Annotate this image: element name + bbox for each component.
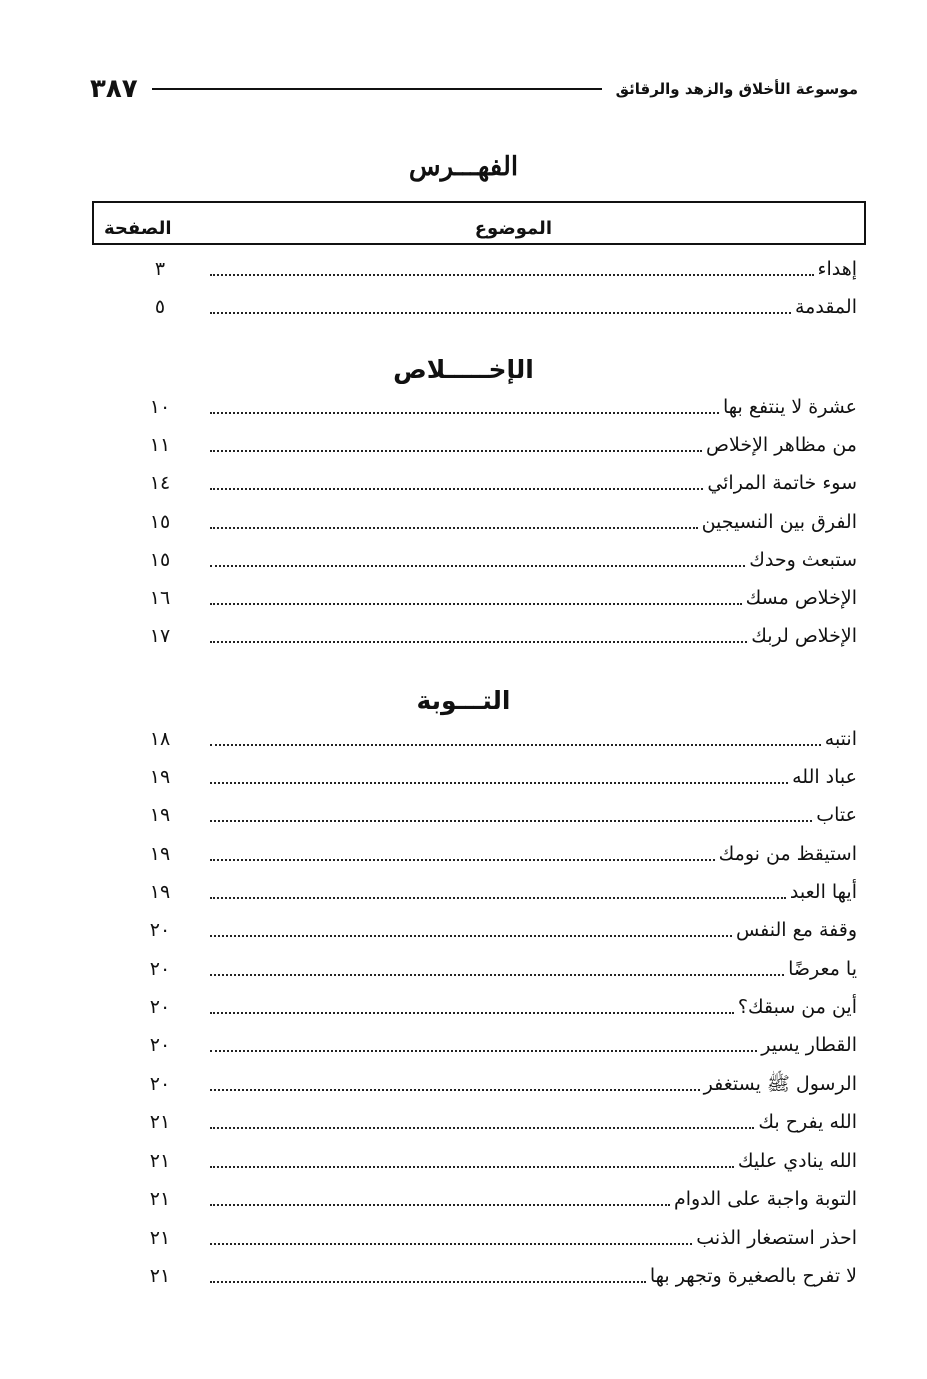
entry-page-number: ٢٠ [149,996,171,1018]
running-title: موسوعة الأخلاق والزهد والرقائق [615,80,858,98]
header-rule [152,88,602,90]
dot-leader [210,1204,670,1206]
entry-title: القطار يسير [761,1034,857,1056]
entry-title: الفرق بين النسيجين [701,511,857,533]
entry-title: عباد الله [792,766,857,788]
toc-entry[interactable] [140,1028,857,1058]
dot-leader [210,1166,734,1168]
entry-page-number: ١٨ [149,728,171,750]
dot-leader [210,782,788,784]
entry-title: إهداء [817,258,857,280]
entry-page-number: ٢٠ [149,1034,171,1056]
entry-page-number: ١٩ [149,843,171,865]
toc-entry[interactable] [140,252,857,282]
toc-entry[interactable] [140,722,857,752]
toc-entry[interactable] [140,798,857,828]
entry-title: عتاب [816,804,857,826]
toc-entry[interactable] [140,390,857,420]
column-header-box [92,201,866,245]
entry-title: استيقظ من نومك [718,843,857,865]
section-heading: الإخـــــلاص [393,355,534,384]
toc-entry[interactable] [140,952,857,982]
toc-entry[interactable] [140,1144,857,1174]
dot-leader [210,935,732,937]
entry-page-number: ١٧ [149,625,171,647]
entry-page-number: ١٥ [149,549,171,571]
entry-page-number: ٣ [154,258,166,280]
dot-leader [210,312,791,314]
entry-title: ستبعث وحدك [749,549,857,571]
entry-title: انتبه [824,728,857,750]
entry-page-number: ٢٠ [149,958,171,980]
entry-title: لا تفرح بالصغيرة وتجهر بها [649,1265,857,1287]
toc-entry[interactable] [140,290,857,320]
toc-entry[interactable] [140,1105,857,1135]
toc-entry[interactable] [140,1221,857,1251]
entry-title: وقفة مع النفس [735,919,857,941]
entry-page-number: ١١ [149,434,171,456]
entry-title: الإخلاص لربك [751,625,857,647]
toc-entry[interactable] [140,760,857,790]
dot-leader [210,412,719,414]
entry-title: الرسول ﷺ يستغفر [703,1073,857,1095]
toc-entry[interactable] [140,1259,857,1289]
entry-page-number: ١٦ [149,587,171,609]
entry-title: من مظاهر الإخلاص [706,434,857,456]
toc-entry[interactable] [140,581,857,611]
section-heading: التـــوبة [416,686,511,715]
page-number: ٣٨٧ [90,74,138,104]
dot-leader [210,974,784,976]
dot-leader [210,641,747,643]
column-header-topic: الموضوع [474,218,552,239]
toc-entry[interactable] [140,466,857,496]
dot-leader [210,488,703,490]
dot-leader [210,527,698,529]
entry-page-number: ٢٠ [149,919,171,941]
entry-title: يا معرضًا [788,958,857,980]
toc-entry[interactable] [140,875,857,905]
toc-entry[interactable] [140,619,857,649]
entry-title: أيها العبد [789,881,857,903]
toc-entry[interactable] [140,837,857,867]
entry-page-number: ٥ [154,296,166,318]
dot-leader [210,897,786,899]
entry-title: احذر استصغار الذنب [696,1227,857,1249]
entry-page-number: ١٩ [149,881,171,903]
entry-page-number: ٢٠ [149,1073,171,1095]
toc-entry[interactable] [140,505,857,535]
entry-page-number: ١٤ [149,472,171,494]
toc-entry[interactable] [140,428,857,458]
dot-leader [210,450,702,452]
dot-leader [210,859,715,861]
entry-title: سوء خاتمة المرائي [707,472,857,494]
entry-title: التوبة واجبة على الدوام [673,1188,857,1210]
dot-leader [210,274,814,276]
dot-leader [210,1281,646,1283]
running-header [90,74,858,104]
dot-leader [210,603,742,605]
dot-leader [210,1243,692,1245]
entry-page-number: ٢١ [149,1150,171,1172]
entry-title: الإخلاص مسك [745,587,857,609]
entry-page-number: ١٠ [149,396,171,418]
entry-title: أين من سبقك؟ [737,996,857,1018]
entry-page-number: ١٩ [149,804,171,826]
column-header-page: الصفحة [104,218,172,239]
dot-leader [210,1012,734,1014]
entry-page-number: ٢١ [149,1188,171,1210]
entry-title: عشرة لا ينتفع بها [723,396,857,418]
entry-page-number: ١٥ [149,511,171,533]
dot-leader [210,744,821,746]
toc-entry[interactable] [140,1067,857,1097]
toc-entry[interactable] [140,543,857,573]
entry-title: الله يفرح بك [758,1111,857,1133]
entry-page-number: ١٩ [149,766,171,788]
index-title: الفهـــرس [408,152,519,182]
dot-leader [210,820,812,822]
toc-entry[interactable] [140,1182,857,1212]
dot-leader [210,1089,700,1091]
dot-leader [210,565,745,567]
entry-title: الله ينادي عليك [737,1150,857,1172]
toc-entry[interactable] [140,913,857,943]
toc-entry[interactable] [140,990,857,1020]
entry-page-number: ٢١ [149,1227,171,1249]
entry-title: المقدمة [794,296,857,318]
entry-page-number: ٢١ [149,1265,171,1287]
dot-leader [210,1127,754,1129]
entry-page-number: ٢١ [149,1111,171,1133]
dot-leader [210,1050,757,1052]
